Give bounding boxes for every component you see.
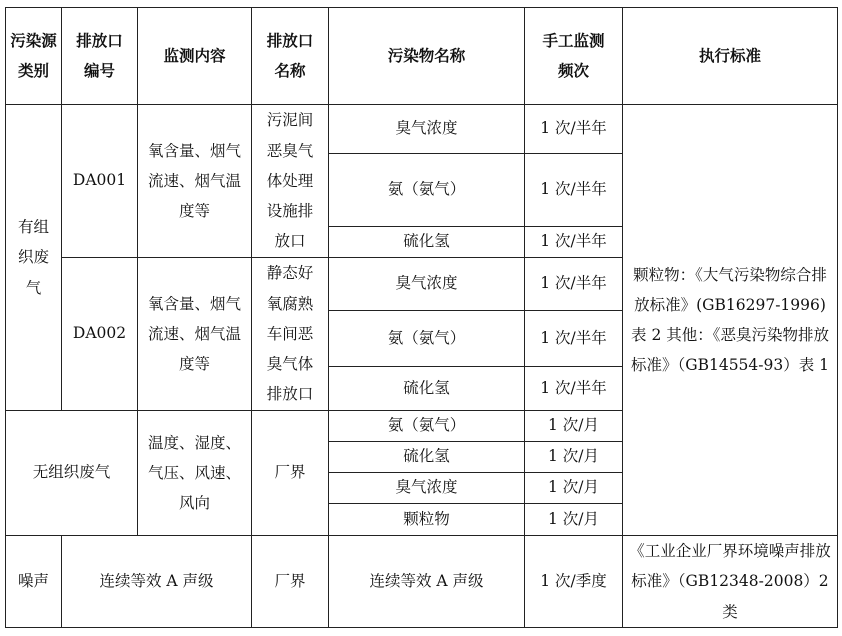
content-da001: 氧含量、烟气流速、烟气温度等 (138, 105, 252, 258)
pollutant-cell: 臭气浓度 (329, 105, 525, 154)
content-da002: 氧含量、烟气流速、烟气温度等 (138, 258, 252, 411)
category-organized: 有组织废气 (6, 105, 62, 411)
pollutant-cell: 氨（氨气） (329, 411, 525, 442)
outlet-no-da002: DA002 (62, 258, 138, 411)
pollutant-cell: 臭气浓度 (329, 473, 525, 504)
header-pollutant-name: 污染物名称 (329, 8, 525, 105)
header-row (6, 8, 838, 105)
outlet-name-da002: 静态好氧腐熟车间恶臭气体排放口 (252, 258, 329, 411)
frequency-cell: 1 次/月 (525, 411, 623, 442)
pollutant-cell: 臭气浓度 (329, 258, 525, 311)
frequency-cell: 1 次/半年 (525, 258, 623, 311)
monitoring-table (5, 7, 838, 628)
header-source-type: 污染源类别 (6, 8, 62, 105)
outlet-name-noise: 厂界 (252, 536, 329, 628)
frequency-cell: 1 次/月 (525, 442, 623, 473)
frequency-cell: 1 次/月 (525, 504, 623, 536)
pollutant-cell: 硫化氢 (329, 367, 525, 411)
standard-air: 颗粒物：《大气污染物综合排放标准》(GB16297-1996)表 2 其他：《恶臭污染物排放标准》（GB14554-93）表 1 (623, 105, 838, 536)
frequency-cell: 1 次/半年 (525, 154, 623, 227)
content-noise: 连续等效 A 声级 (62, 536, 252, 628)
outlet-name-da001: 污泥间恶臭气体处理设施排放口 (252, 105, 329, 258)
frequency-cell: 1 次/半年 (525, 227, 623, 258)
header-outlet-no: 排放口编号 (62, 8, 138, 105)
table-row (6, 105, 838, 154)
frequency-noise: 1 次/季度 (525, 536, 623, 628)
pollutant-cell: 颗粒物 (329, 504, 525, 536)
content-unorganized: 温度、湿度、气压、风速、风向 (138, 411, 252, 536)
outlet-name-unorganized: 厂界 (252, 411, 329, 536)
header-outlet-name: 排放口名称 (252, 8, 329, 105)
standard-noise: 《工业企业厂界环境噪声排放标准》（GB12348-2008）2 类 (623, 536, 838, 628)
pollutant-cell: 硫化氢 (329, 227, 525, 258)
pollutant-noise: 连续等效 A 声级 (329, 536, 525, 628)
frequency-cell: 1 次/月 (525, 473, 623, 504)
table-row (6, 536, 838, 628)
category-noise: 噪声 (6, 536, 62, 628)
pollutant-cell: 氨（氨气） (329, 154, 525, 227)
pollutant-cell: 硫化氢 (329, 442, 525, 473)
category-unorganized: 无组织废气 (6, 411, 138, 536)
header-monitoring-content: 监测内容 (138, 8, 252, 105)
pollutant-cell: 氨（氨气） (329, 311, 525, 367)
outlet-no-da001: DA001 (62, 105, 138, 258)
header-standard: 执行标准 (623, 8, 838, 105)
frequency-cell: 1 次/半年 (525, 105, 623, 154)
header-frequency: 手工监测频次 (525, 8, 623, 105)
frequency-cell: 1 次/半年 (525, 311, 623, 367)
frequency-cell: 1 次/半年 (525, 367, 623, 411)
